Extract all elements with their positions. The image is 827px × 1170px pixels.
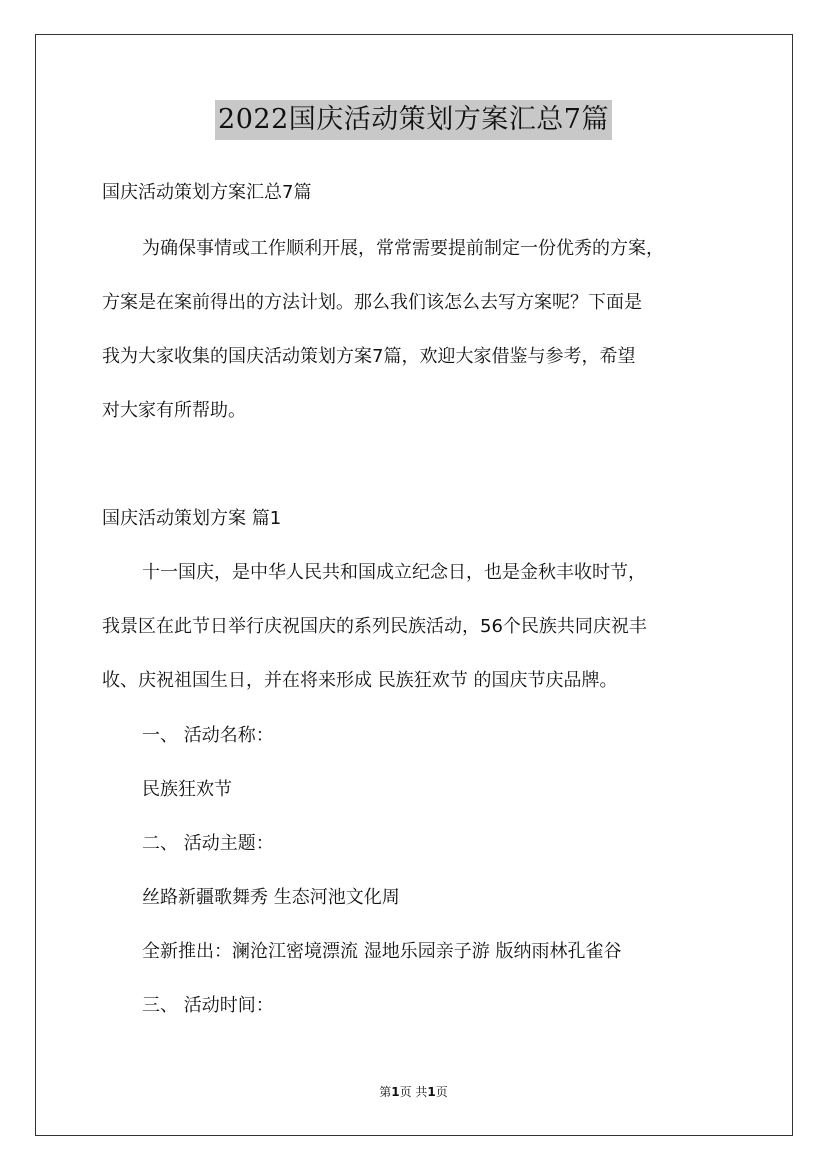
title-container	[0, 100, 827, 140]
footer-total-suffix: 页	[435, 1085, 448, 1099]
footer-page-suffix: 页 共	[399, 1085, 428, 1099]
intro-line-3: 我为大家收集的国庆活动策划方案7篇，欢迎大家借鉴与参考，希望	[102, 346, 636, 367]
item-5: 全新推出：澜沧江密境漂流 湿地乐园亲子游 版纳雨林孔雀谷	[142, 941, 622, 962]
para-line-2: 我景区在此节日举行庆祝国庆的系列民族活动，56个民族共同庆祝丰	[102, 616, 647, 637]
intro-line-2: 方案是在案前得出的方法计划。那么我们该怎么去写方案呢？下面是	[102, 292, 642, 313]
item-2: 民族狂欢节	[142, 779, 232, 800]
footer-page-num: 1	[391, 1085, 400, 1099]
page-footer	[0, 1083, 827, 1100]
para-line-1: 十一国庆，是中华人民共和国成立纪念日，也是金秋丰收时节，	[142, 562, 646, 583]
document-title: 2022国庆活动策划方案汇总7篇	[215, 100, 612, 140]
subtitle: 国庆活动策划方案汇总7篇	[102, 182, 312, 203]
footer-total-num: 1	[427, 1085, 436, 1099]
intro-line-4: 对大家有所帮助。	[102, 400, 246, 421]
section-heading: 国庆活动策划方案 篇1	[102, 508, 282, 529]
item-4: 丝路新疆歌舞秀 生态河池文化周	[142, 887, 400, 908]
footer-page-prefix: 第	[379, 1085, 392, 1099]
intro-line-1: 为确保事情或工作顺利开展，常常需要提前制定一份优秀的方案，	[142, 238, 664, 259]
item-6: 三、 活动时间：	[142, 995, 274, 1016]
item-1: 一、 活动名称：	[142, 725, 274, 746]
item-3: 二、 活动主题：	[142, 833, 274, 854]
para-line-3: 收、庆祝祖国生日，并在将来形成 民族狂欢节 的国庆节庆品牌。	[102, 670, 618, 691]
